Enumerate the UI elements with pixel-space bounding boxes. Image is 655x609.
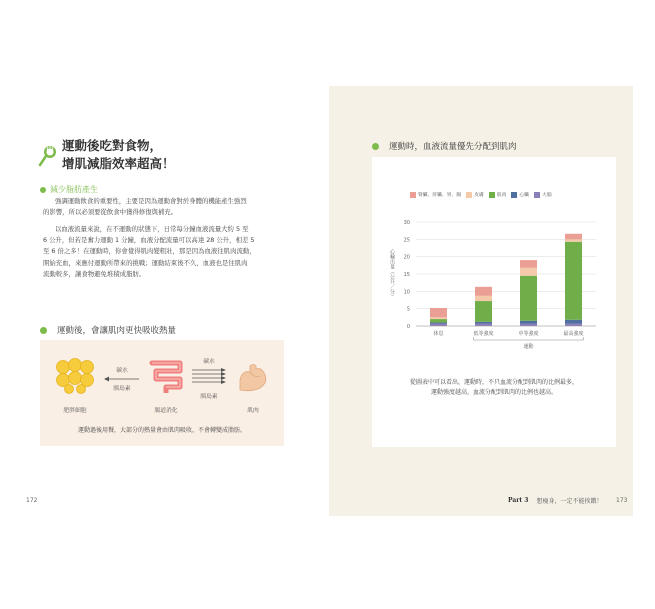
y-tick-label: 5 [406,306,410,313]
arrow-left-icon [104,376,140,382]
y-tick-label: 25 [403,237,410,244]
bar-segment [520,321,537,324]
section-heading: 減少脂肪產生 [40,184,98,195]
y-tick-label: 10 [403,289,410,296]
bar-segment [475,324,492,326]
page-number-right: 173 [616,497,628,504]
bar-segment [430,323,447,324]
arrow-left-bottom-label: 胰島素 [113,386,131,392]
bar-segment [475,322,492,324]
bar-segment [430,319,447,322]
blood-flow-chart [372,200,616,360]
bar-segment [475,301,492,322]
legend-item: 大腦 [534,191,552,198]
fat-cell-label: 肥胖細胞 [63,408,87,414]
paragraph-2: 以血液流量來說，在不運動的狀態下，日常每分鐘血液流量大約 5 至 6 公升，但若是奮力運動 1 分鐘，血液分配流量可以高達 28 公升，相差 5 至 6 倍之多！在運動時，你會覺得肌肉變粗壯，那是因為血液往肌肉流動， 開始充血，來應付運動所帶來的挑戰；運動結束後不久，血液也是往肌肉 流動較多，讓食物避免堆積成脂肪。 [43,225,256,278]
bar-segment [565,242,582,320]
diagram-caption: 運動過後用餐，大部分的熱量會由肌肉吸收，不會轉變成脂肪。 [77,427,246,434]
y-tick-label: 15 [403,272,410,278]
main-title: 運動後吃對食物， 增肌減脂效率超高！ [62,138,175,171]
x-bracket [474,337,584,340]
bar-segment [565,324,582,326]
paragraph-1: 強調運動飲食的重要性，主要是因為運動會對於身體的機能產生強烈 的影響，所以必須要從飲食中獲得修復與補充。 [43,197,247,217]
fork-icon [37,144,59,168]
subheading-right: 運動時，血液流量優先分配到肌肉 [372,140,517,152]
muscle-label: 肌肉 [247,408,259,414]
x-axis-label: 運動 [523,344,534,350]
legend-item: 心臟 [511,191,529,198]
legend-item: 腎臟、肝臟、胃、腸 [410,191,461,198]
bar-segment [430,317,447,319]
bar-segment [565,239,582,241]
page-number-left: 172 [26,497,38,504]
bar-segment [565,234,582,240]
intestine-icon [148,357,184,393]
bar-segment [430,324,447,326]
y-tick-label: 0 [406,324,410,330]
subheading-left: 運動後，會讓肌肉更快吸收熱量 [40,324,176,336]
bar-segment [520,260,537,268]
legend-item: 皮膚 [466,191,484,198]
bar-segment [520,276,537,321]
running-footer: Part 3 想瘦身，一定不能挨餓！ [508,497,603,505]
y-axis-label: 心輸出量（公升／分） [389,249,395,299]
bar-segment [520,268,537,276]
intestine-label: 腸道消化 [154,408,178,414]
legend-item: 肌肉 [489,191,507,198]
muscle-icon [236,360,270,394]
arrow-right-top-label: 碳水 [203,359,215,365]
arrow-right-bottom-label: 胰島素 [200,394,218,400]
x-tick-label: 低等強度 [473,331,494,337]
bar-segment [520,324,537,326]
chart-legend [410,191,552,198]
bar-segment [475,296,492,301]
arrow-left-top-label: 碳水 [116,368,128,374]
arrow-right-icon [192,367,226,385]
bar-segment [430,308,447,317]
bullet-icon [40,327,47,334]
bullet-icon [40,187,46,193]
bar-segment [565,320,582,324]
fat-cell-icon [55,358,95,394]
x-tick-label: 休息 [433,331,444,337]
bar-segment [475,287,492,296]
y-tick-label: 30 [403,220,410,226]
y-tick-label: 20 [403,254,410,261]
chart-caption: 從圖表中可以看出，運動時，不只血流分配到肌肉的比例最多， 運動強度越高，血流分配到肌肉的比例也越高。 [409,379,578,396]
x-tick-label: 中等強度 [518,331,539,337]
bullet-icon [372,143,379,150]
x-tick-label: 最高強度 [563,331,584,337]
